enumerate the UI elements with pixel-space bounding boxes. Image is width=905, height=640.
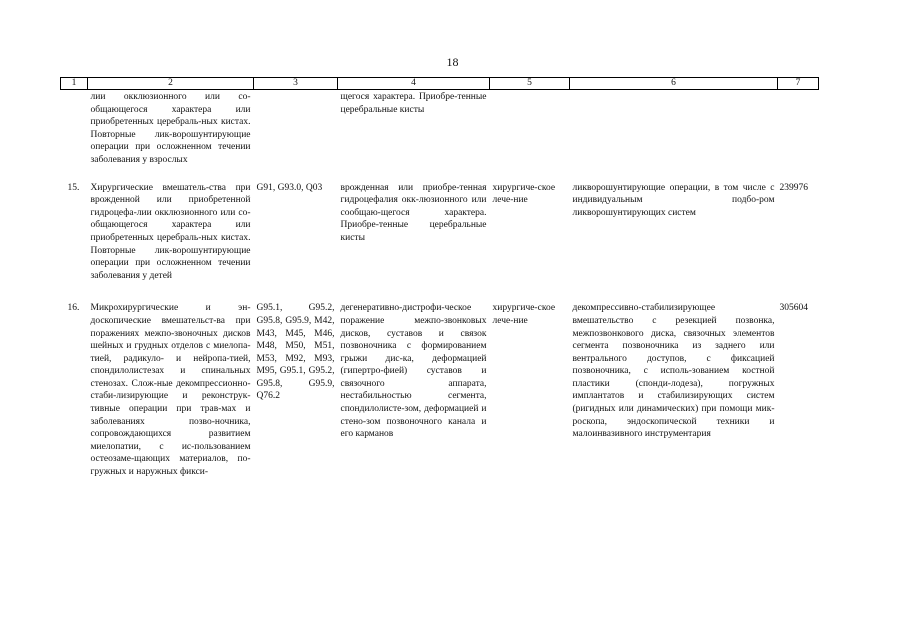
treatment-type xyxy=(490,90,570,175)
diagnosis: врожденная или приобре-тенная гидроцефалия окк-люзионного или сообщаю-щегося характера. Приобре-тенные церебральные кисты xyxy=(340,182,487,243)
column-header: 5 xyxy=(490,78,570,90)
row-number: 16. xyxy=(67,303,80,314)
table-row xyxy=(61,90,819,175)
icd-codes: G95.1, G95.2, G95.8, G95.9, M42, M43, M45, M46, M48, M50, M51, M53, M92, M93, M95, G95.1, G95.2, G95.8, G95.9, Q76.2 xyxy=(256,303,335,402)
icd-codes: G91, G93.0, Q03 xyxy=(256,182,323,193)
diagnosis: дегенеративно-дистрофи-ческое поражение межпо-звонковых дисков, суставов и связок позвоночника с формированием грыжи дис-ка, деформацией (гипертро-фией) суставов и связочного аппарата, нестабильностью сегмента, спондилолисте-зом, деформацией и стено-зом позвоночного канала и его карманов xyxy=(340,303,487,440)
row-number: 15. xyxy=(67,182,80,193)
table-row xyxy=(61,175,819,295)
row-number xyxy=(61,90,88,175)
column-header: 4 xyxy=(338,78,490,90)
icd-codes xyxy=(254,90,338,175)
page-number: 18 xyxy=(446,55,459,69)
column-header: 6 xyxy=(570,78,778,90)
medical-procedures-table xyxy=(60,77,819,479)
table-row xyxy=(61,294,819,478)
treatment-method xyxy=(570,90,778,175)
diagnosis: щегося характера. Приобре-тенные церебральные кисты xyxy=(340,92,487,115)
column-header: 1 xyxy=(61,78,88,90)
column-header: 3 xyxy=(254,78,338,90)
procedure-name: Хирургические вмешатель-ства при врожденной или приобретенной гидроцефа-лии окклюзионного или со-общающегося характера или приобретенных церебраль-ных кистах. Повторные лик-ворошунтирующие операции при осложненном течении заболевания у детей xyxy=(90,182,251,281)
treatment-type: хирургиче-ское лече-ние xyxy=(492,303,556,326)
header-row xyxy=(61,78,819,90)
price: 305604 xyxy=(779,303,808,314)
column-header: 7 xyxy=(778,78,819,90)
treatment-method: ликворошунтирующие операции, в том числе с индивидуальным подбо-ром ликворошунтирующих систем xyxy=(572,182,775,218)
procedure-name: Микрохирургические и эн-доскопические вмешательст-ва при поражениях межпо-звоночных дисков шейных и грудных отделов с миелопа-тией, радикуло- и нейропа-тией, спондилолистезах и спинальных стенозах. Слож-ные декомпрессионно-стаби-лизирующие и реконструк-тивные операции при трав-мах и заболеваниях позво-ночника, сопровождающихся развитием миелопатии, с ис-пользованием остеозаме-щающих материалов, по-гружных и наружных фикси- xyxy=(90,303,251,478)
treatment-type: хирургиче-ское лече-ние xyxy=(492,182,556,206)
price xyxy=(778,90,819,175)
treatment-method: декомпрессивно-стабилизирующее вмешательство с резекцией позвонка, межпозвонкового диска, связочных элементов сегмента позвоночника из заднего или вентрального доступов, с фиксацией позвоночника, с исполь-зованием костной пластики (спонди-лодеза), погружных имплантатов и стабилизирующих систем (ригидных или динамических) при помощи мик-роскопа, эндоскопической техники и малоинвазивного инструментария xyxy=(572,303,775,440)
procedure-name: лии окклюзионного или со-общающегося характера или приобретенных церебраль-ных кистах. Повторные лик-ворошунтирующие операции при осложненном течении заболевания у взрослых xyxy=(90,92,251,165)
price: 239976 xyxy=(779,182,808,193)
column-header: 2 xyxy=(88,78,254,90)
